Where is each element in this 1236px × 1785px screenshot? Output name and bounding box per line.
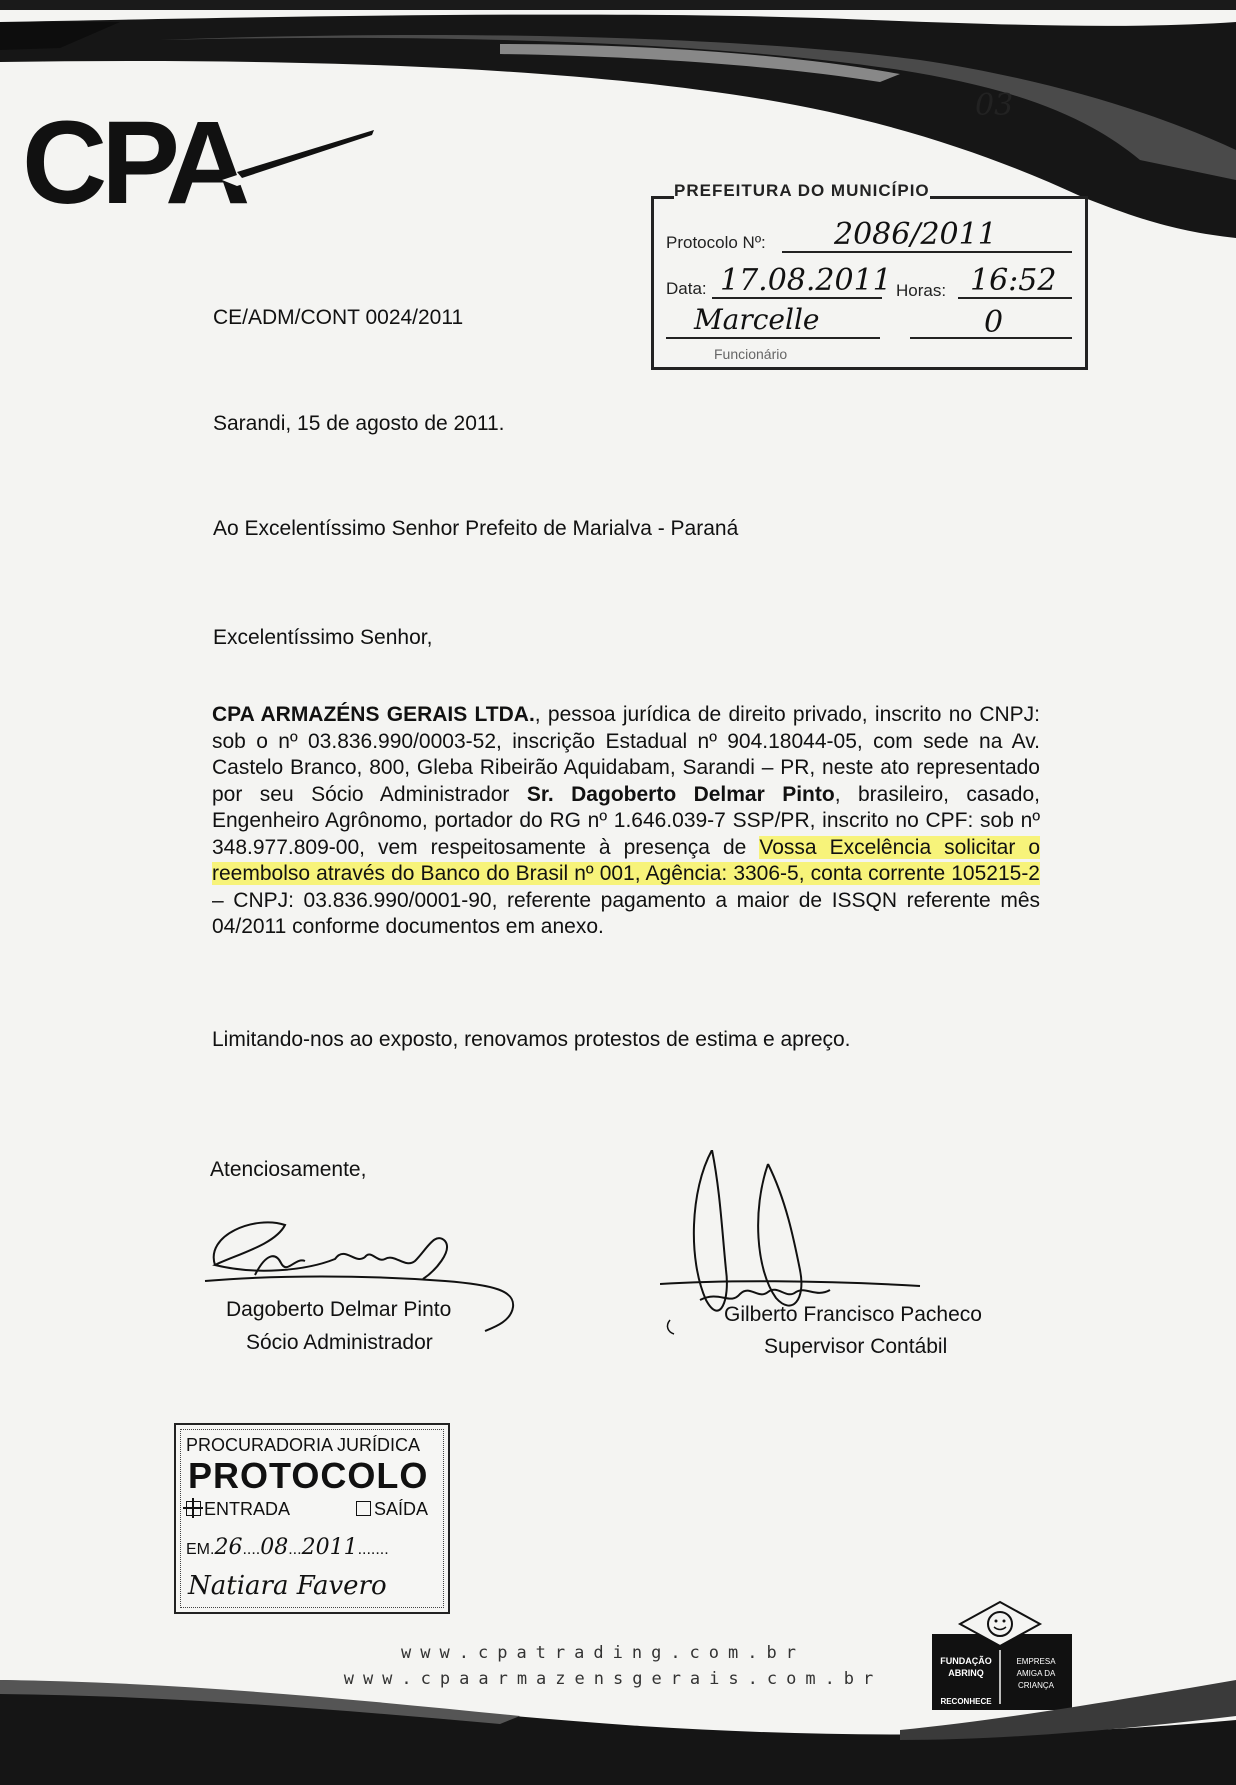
letter-sign-off: Atenciosamente, (210, 1158, 367, 1181)
company-name: CPA ARMAZÉNS GERAIS LTDA. (212, 703, 535, 726)
letter-body (212, 702, 1040, 941)
date-year: 2011 (301, 1535, 358, 1560)
date-value: 17.08.2011 (720, 263, 892, 298)
body-part-2: , brasileiro, casado, Engenheiro Agrônomo, portador do RG nº 1.646.039-7 SSP/PR, inscrito no CPF: sob nº 348.977.809-00, vem respeitosamente à presença de (212, 782, 1040, 859)
protocol-stamp-department: PROCURADORIA JURÍDICA (186, 1435, 421, 1455)
body-part-1: , pessoa jurídica de direito privado, inscrito no CNPJ: sob o nº 03.836.990/0003-52, inscrição Estadual nº 904.18044-05, com sede na Av. Castelo Branco, 800, Gleba Ribeirão Aquidabam, Sarandi – PR, neste ato representado por seu Sócio Administrador (212, 703, 1040, 806)
signatory-1-role: Sócio Administrador (246, 1331, 433, 1354)
signatory-2-role: Supervisor Contábil (764, 1335, 948, 1358)
footer-swoosh (0, 1660, 1236, 1785)
svg-text:CPA: CPA (22, 97, 245, 220)
protocol-stamp-title: PROTOCOLO (188, 1455, 429, 1496)
stamp-header: PREFEITURA DO MUNICÍPIO (674, 181, 930, 200)
protocol-stamp-date: EM.26....08...2011....... (186, 1535, 389, 1560)
corner-handwritten-note: 03 (975, 88, 1014, 123)
signatory-2-name: Gilberto Francisco Pacheco (724, 1303, 982, 1326)
highlighted-bank-details: Vossa Excelência solicitar o reembolso através do Banco do Brasil nº 001, Agência: 3306-5, conta corrente 105215-2 (212, 835, 1040, 885)
date-day: 26 (214, 1535, 243, 1560)
receiver-signature: Marcelle (694, 303, 820, 336)
seal-line-2: ABRINQ (948, 1668, 984, 1678)
signatory-1-name: Dagoberto Delmar Pinto (226, 1298, 452, 1321)
letter-closing: Limitando-nos ao exposto, renovamos protestos de estima e apreço. (212, 1028, 851, 1051)
representative-name: Sr. Dagoberto Delmar Pinto (526, 782, 835, 806)
entry-label: ENTRADA (204, 1499, 291, 1519)
exit-checkbox-icon (356, 1501, 371, 1516)
receiver-line (666, 337, 880, 339)
protocol-value: 2086/2011 (834, 217, 997, 252)
reception-stamp (651, 181, 1088, 370)
extra-mark: 0 (984, 305, 1004, 340)
smiley-icon (988, 1612, 1012, 1636)
hours-label: Horas: (896, 281, 947, 300)
date-label: Data: (666, 279, 707, 298)
entry-option (186, 1499, 290, 1520)
exit-label: SAÍDA (374, 1499, 429, 1519)
website-trading: www.cpatrading.com.br (401, 1643, 805, 1663)
seal-right-3: CRIANÇA (1017, 1681, 1055, 1690)
body-part-3: – CNPJ: 03.836.990/0001-90, referente pagamento a maior de ISSQN referente mês 04/2011 conforme documentos em anexo. (212, 888, 1040, 938)
letter-salutation: Excelentíssimo Senhor, (213, 626, 433, 649)
protocol-stamp-signature: Natiara Favero (188, 1571, 387, 1601)
seal-right-1: EMPRESA (1016, 1657, 1056, 1666)
entry-checkbox-icon (186, 1501, 201, 1516)
date-prefix: EM. (186, 1541, 215, 1558)
protocol-label: Protocolo Nº: (666, 233, 766, 252)
website-armazens: www.cpaarmazensgerais.com.br (343, 1669, 883, 1689)
letter-reference: CE/ADM/CONT 0024/2011 (213, 306, 464, 329)
cpa-logo (22, 80, 382, 220)
logo-text: CPA (22, 80, 25, 81)
hours-value: 16:52 (970, 263, 1057, 298)
receiver-role: Funcionário (714, 346, 788, 362)
signature-gilberto (660, 1150, 990, 1360)
seal-line-1: FUNDAÇÃO (940, 1656, 992, 1666)
letter-addressee: Ao Excelentíssimo Senhor Prefeito de Marialva - Paraná (213, 517, 739, 540)
seal-line-3: RECONHECE (940, 1697, 992, 1706)
exit-option (356, 1499, 428, 1520)
date-month: 08 (260, 1535, 289, 1560)
letter-place-date: Sarandi, 15 de agosto de 2011. (213, 412, 505, 435)
protocol-stamp (174, 1423, 450, 1614)
seal-right-2: AMIGA DA (1016, 1669, 1056, 1678)
